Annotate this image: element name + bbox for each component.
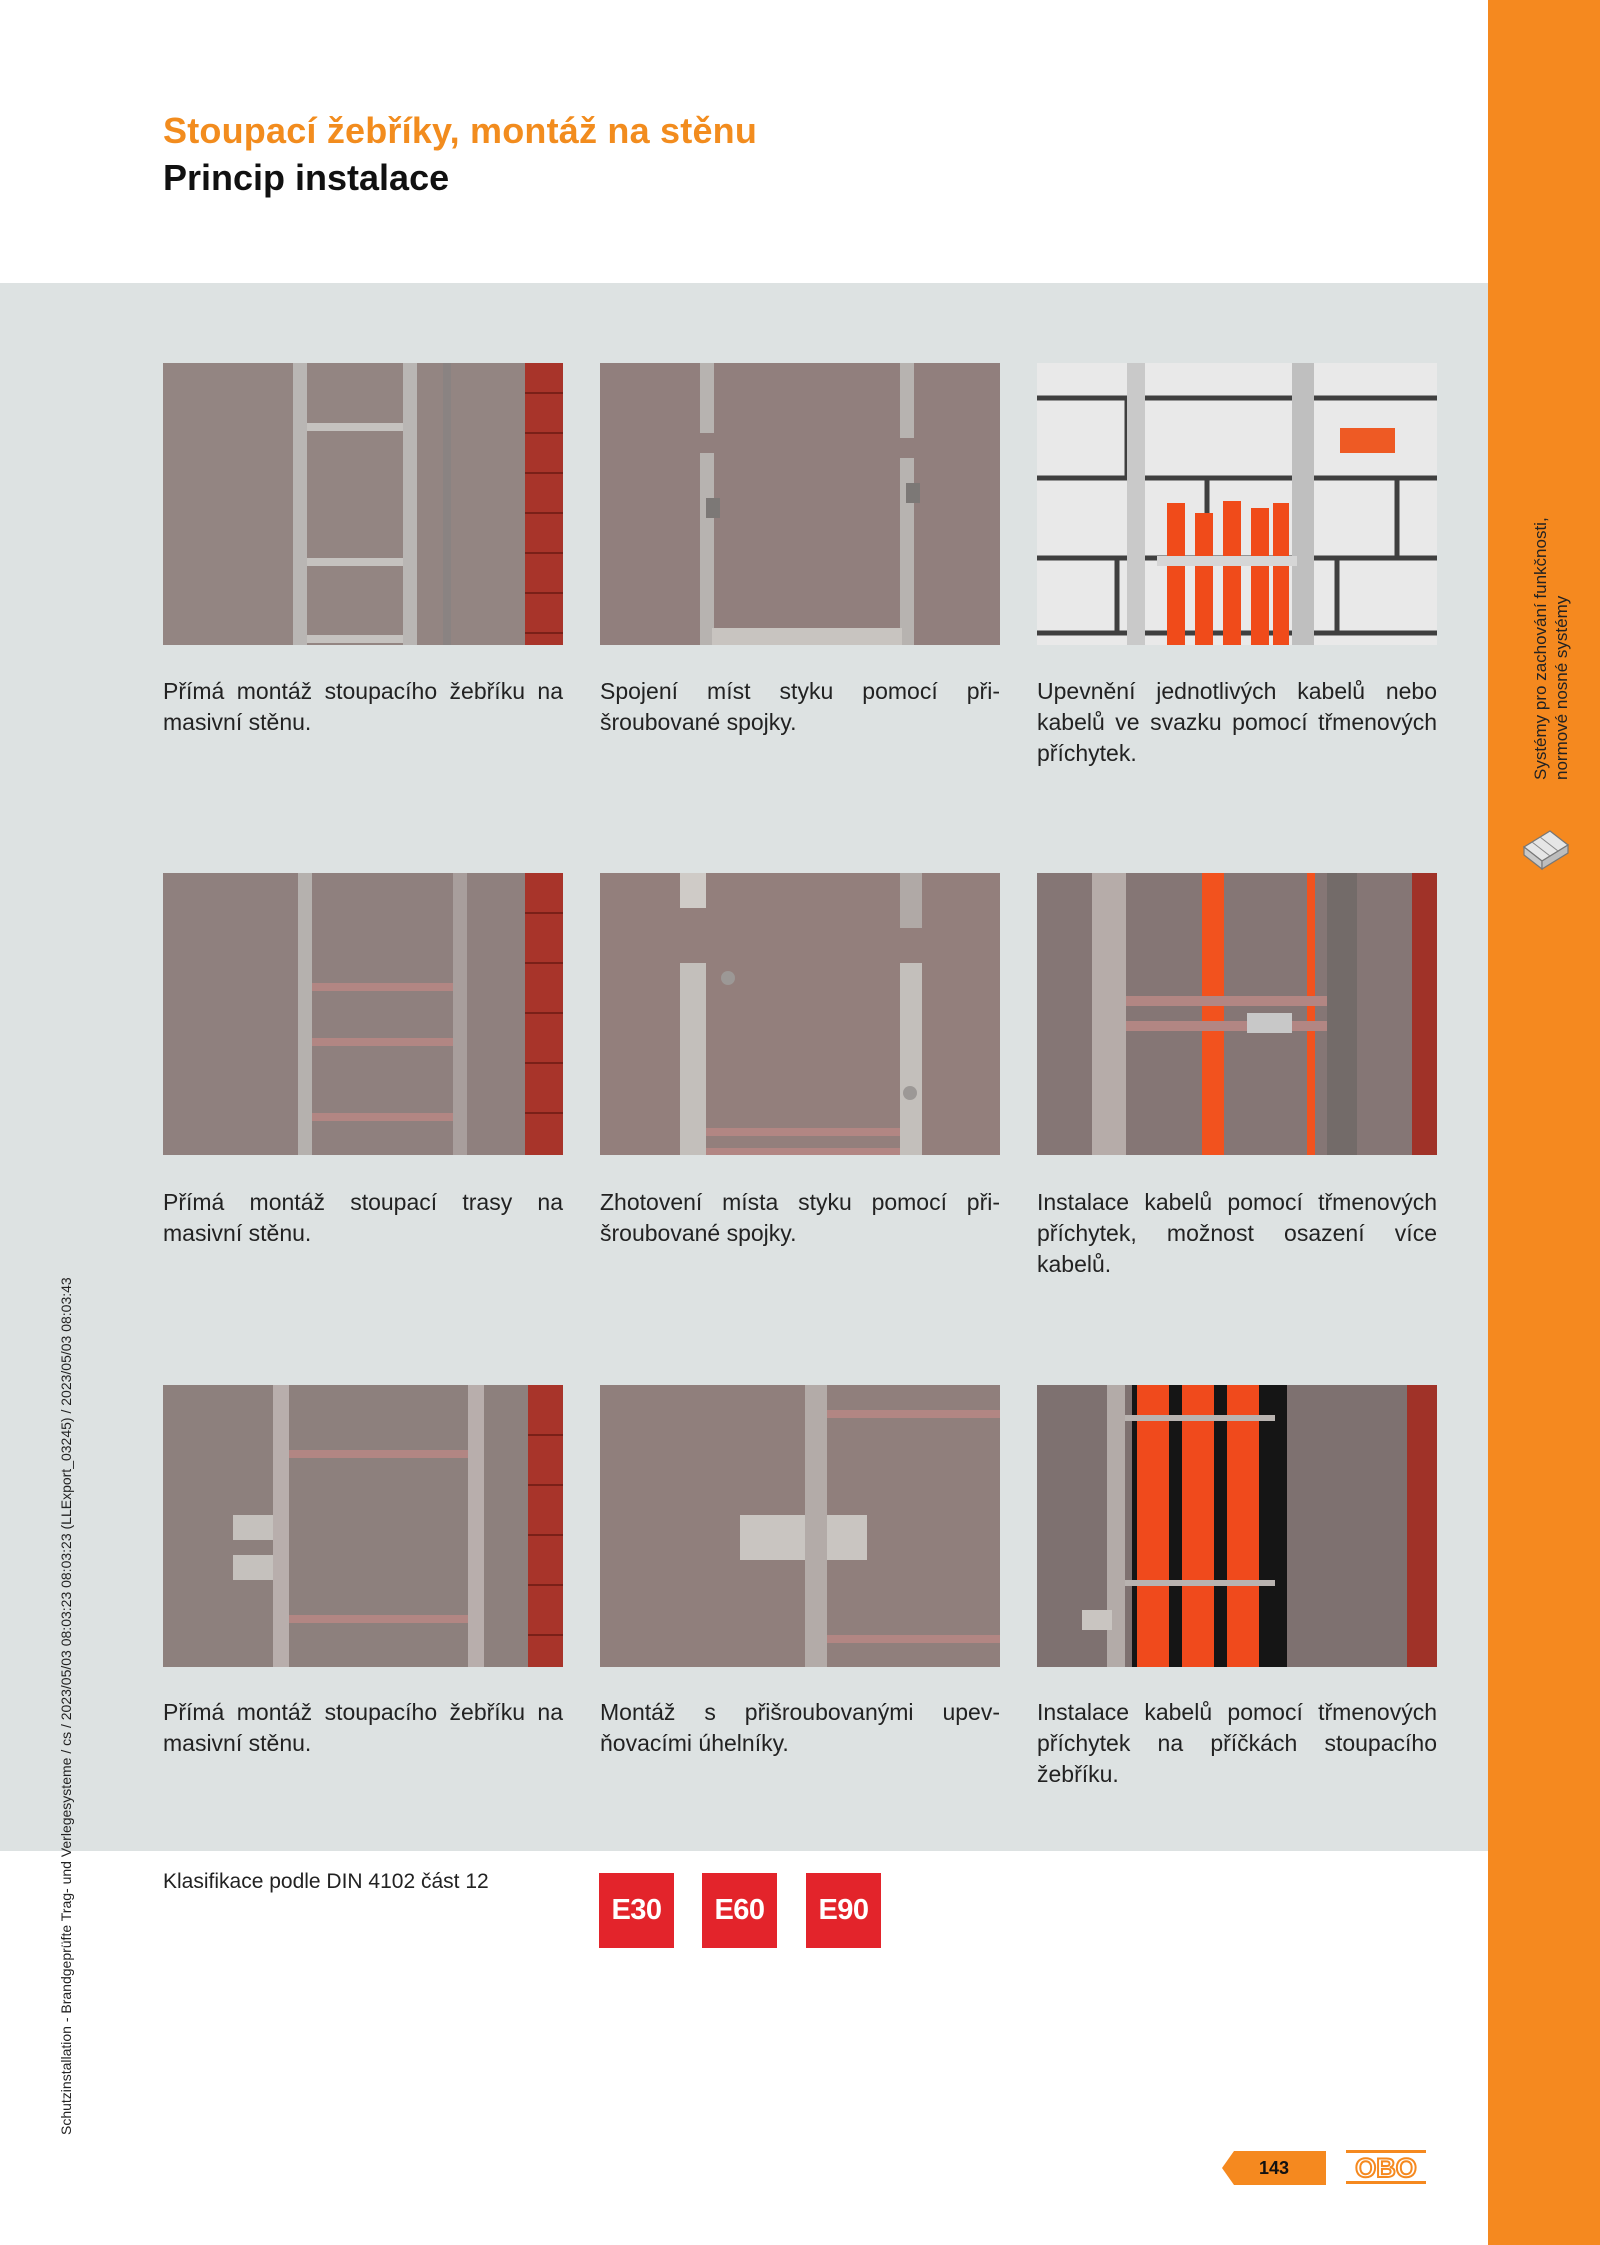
photo-mounting-brackets	[600, 1385, 1000, 1667]
classification-label: Klasifikace podle DIN 4102 část 12	[163, 1870, 489, 1893]
caption-4: Přímá montáž stoupací trasy na masivní stěnu.	[163, 1189, 563, 1246]
caption-5: Zhotovení místa styku pomocí při-šroubované spojky.	[600, 1189, 1000, 1246]
side-label-line2: normové nosné systémy	[1552, 595, 1571, 780]
badge-e60: E60	[702, 1873, 777, 1948]
photo-ladder-wall-2	[163, 873, 563, 1155]
page-number: 143	[1258, 2158, 1290, 2178]
logo-text: OBO	[1355, 2153, 1417, 2183]
caption-6: Instalace kabelů pomocí třmenových příchytek, možnost osazení více kabelů.	[1037, 1189, 1437, 1277]
badge-e90: E90	[806, 1873, 881, 1948]
caption-8: Montáž s přišroubovanými upev-ňovacími úhelníky.	[600, 1699, 1000, 1756]
side-band	[1488, 0, 1600, 2245]
caption-1: Přímá montáž stoupacího žebříku na masivní stěnu.	[163, 678, 563, 735]
photo-cable-clamps-2	[1037, 873, 1437, 1155]
page-title: Stoupací žebříky, montáž na stěnu	[163, 110, 758, 151]
obo-logo	[1346, 2150, 1426, 2184]
badge-e30: E30	[599, 1873, 674, 1948]
side-section-label	[1530, 420, 1572, 780]
print-metadata-label: Schutzinstallation - Brandgeprüfte Trag- und Verlegesysteme / cs / 2023/05/03 08:03:23 08:03:23 (LLExport_03245) / 2023/05/03 08:03:43	[58, 1277, 74, 2135]
caption-9: Instalace kabelů pomocí třmenových příchytek na příčkách stoupacího žebříku.	[1037, 1699, 1437, 1787]
caption-7: Přímá montáž stoupacího žebříku na masivní stěnu.	[163, 1699, 563, 1756]
page-subtitle: Princip instalace	[163, 157, 450, 198]
photo-cable-clamps-rungs	[1037, 1385, 1437, 1667]
cable-tray-icon	[1520, 825, 1572, 877]
caption-2: Spojení míst styku pomocí při-šroubované spojky.	[600, 678, 1000, 735]
side-label-line1: Systémy pro zachování funkčnosti,	[1531, 517, 1550, 780]
photo-cable-clamps-1	[1037, 363, 1437, 645]
photo-ladder-wall-1	[163, 363, 563, 645]
caption-3: Upevnění jednotlivých kabelů nebo kabelů ve svazku pomocí třmenových příchytek.	[1037, 678, 1437, 766]
photo-joint-coupling-1	[600, 363, 1000, 645]
photo-joint-coupling-2	[600, 873, 1000, 1155]
photo-ladder-wall-3	[163, 1385, 563, 1667]
page-number-tab	[1222, 2151, 1326, 2185]
